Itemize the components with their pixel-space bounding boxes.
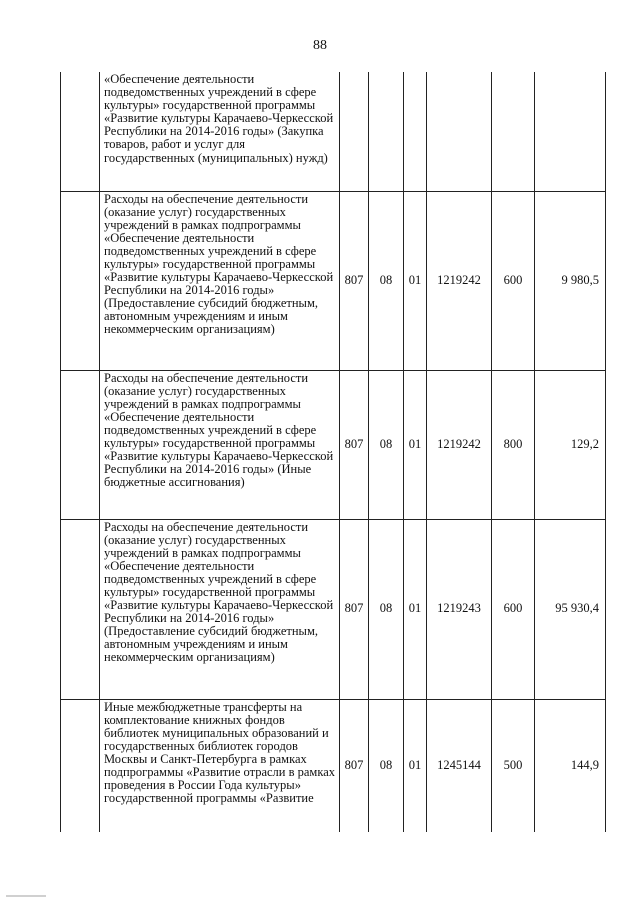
amount-cell: 95 930,4 [535, 519, 606, 699]
table-row [61, 72, 606, 191]
ministry-code-cell: 807 [340, 191, 369, 370]
expense-type-code-cell [492, 72, 535, 191]
target-item-code-cell: 1219243 [427, 519, 492, 699]
subsection-code-cell: 01 [404, 699, 427, 832]
budget-table [60, 72, 606, 832]
table-row [61, 370, 606, 519]
scan-artifact [6, 895, 46, 897]
table-row [61, 191, 606, 370]
expense-type-code-cell: 600 [492, 519, 535, 699]
page-number: 88 [313, 38, 327, 53]
section-code-cell: 08 [369, 699, 404, 832]
section-code-cell: 08 [369, 519, 404, 699]
expense-type-code-cell: 800 [492, 370, 535, 519]
expense-name-cell: Расходы на обеспечение деятельности (оказание услуг) государственных учреждений в рамках подпрограммы «Обеспечение деятельности подведомственных учреждений в сфере культуры» государственной программы «Развитие культуры Карачаево-Черкесской Республики на 2014-2016 годы» (Иные бюджетные ассигнования) [100, 370, 340, 519]
subsection-code-cell [404, 72, 427, 191]
expense-type-code-cell: 500 [492, 699, 535, 832]
row-number-cell [61, 191, 100, 370]
target-item-code-cell: 1245144 [427, 699, 492, 832]
subsection-code-cell: 01 [404, 191, 427, 370]
amount-cell: 144,9 [535, 699, 606, 832]
amount-cell: 9 980,5 [535, 191, 606, 370]
row-number-cell [61, 72, 100, 191]
ministry-code-cell [340, 72, 369, 191]
amount-cell: 129,2 [535, 370, 606, 519]
section-code-cell: 08 [369, 370, 404, 519]
target-item-code-cell [427, 72, 492, 191]
row-number-cell [61, 370, 100, 519]
amount-cell [535, 72, 606, 191]
subsection-code-cell: 01 [404, 370, 427, 519]
row-number-cell [61, 519, 100, 699]
target-item-code-cell: 1219242 [427, 191, 492, 370]
expense-name-cell: Расходы на обеспечение деятельности (оказание услуг) государственных учреждений в рамках подпрограммы «Обеспечение деятельности подведомственных учреждений в сфере культуры» государственной программы «Развитие культуры Карачаево-Черкесской Республики на 2014-2016 годы» (Предоставление субсидий бюджетным, автономным учреждениям и иным некоммерческим организациям) [100, 519, 340, 699]
budget-table-body [61, 72, 606, 832]
expense-name-cell: «Обеспечение деятельности подведомственных учреждений в сфере культуры» государственной программы «Развитие культуры Карачаево-Черкесской Республики на 2014-2016 годы» (Закупка товаров, работ и услуг для государственных (муниципальных) нужд) [100, 72, 340, 191]
table-row [61, 519, 606, 699]
ministry-code-cell: 807 [340, 370, 369, 519]
row-number-cell [61, 699, 100, 832]
section-code-cell [369, 72, 404, 191]
expense-type-code-cell: 600 [492, 191, 535, 370]
target-item-code-cell: 1219242 [427, 370, 492, 519]
table-row [61, 699, 606, 832]
expense-name-cell: Иные межбюджетные трансферты на комплектование книжных фондов библиотек муниципальных образований и государственных библиотек городов Москвы и Санкт-Петербурга в рамках подпрограммы «Развитие отрасли в рамках проведения в России Года культуры» государственной программы «Развитие [100, 699, 340, 832]
expense-name-cell: Расходы на обеспечение деятельности (оказание услуг) государственных учреждений в рамках подпрограммы «Обеспечение деятельности подведомственных учреждений в сфере культуры» государственной программы «Развитие культуры Карачаево-Черкесской Республики на 2014-2016 годы» (Предоставление субсидий бюджетным, автономным учреждениям и иным некоммерческим организациям) [100, 191, 340, 370]
subsection-code-cell: 01 [404, 519, 427, 699]
section-code-cell: 08 [369, 191, 404, 370]
ministry-code-cell: 807 [340, 519, 369, 699]
ministry-code-cell: 807 [340, 699, 369, 832]
